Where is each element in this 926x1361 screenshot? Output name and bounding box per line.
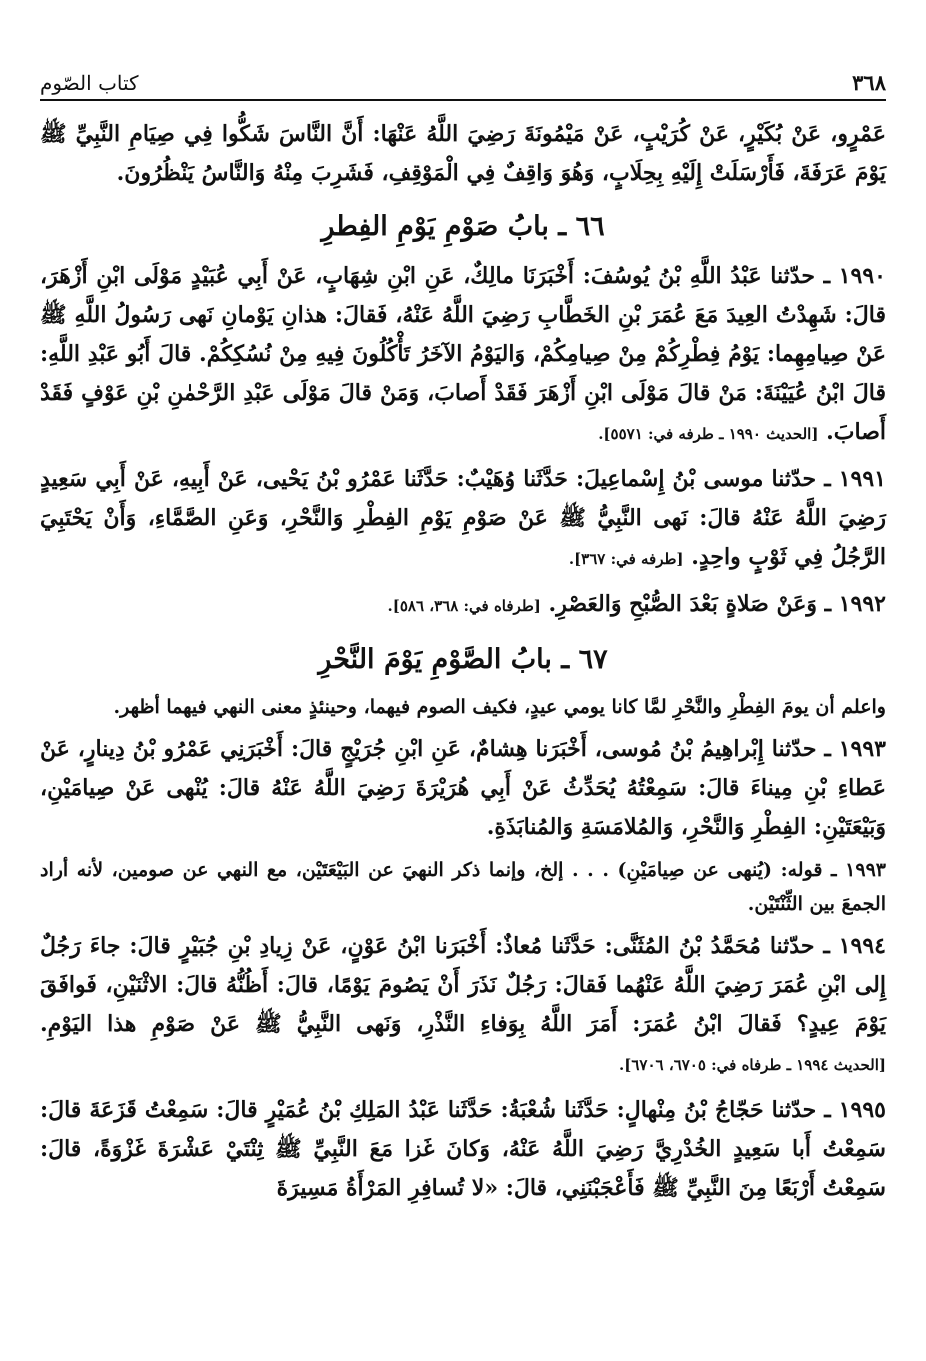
hadith-1991 (40, 460, 886, 579)
note-1993-text: ١٩٩٣ ـ قوله: (يُنهى عن صِيامَيْنِ) . . . إلخ، وإنما ذكر النهيَ عن البَيْعَتَيْن، مع النهي عن صومين، لأنه أراد الجمعَ بين الثِّنْتَيْن. (40, 859, 886, 915)
hadith-1994-text: ١٩٩٤ ـ حدّثنا مُحَمَّدُ بْنُ المُثَنَّى: حَدَّثَنا مُعاذٌ: أَخْبَرَنا ابْنُ عَوْنٍ، عَنْ زِيادِ بْنِ جُبَيْرٍ قالَ: جاءَ رَجُلٌ إِلى ابْنِ عُمَرَ رَضِيَ اللَّهُ عَنْهُما فَقالَ: رَجُلٌ نَذَرَ أَنْ يَصُومَ يَوْمًا، قالَ: أَظُنُّهُ قالَ: الاثْنَيْنِ، فَوافَقَ يَوْمَ عِيدٍ؟ فَقالَ ابْنُ عُمَرَ: أَمَرَ اللَّهُ بِوَفاءِ النَّذْرِ، وَنَهى النَّبِيُّ ﷺ عَنْ صَوْمِ هذا اليَوْمِ. (40, 933, 886, 1037)
chapter-67-commentary-text: واعلم أن يومَ الفِطْرِ والنَّحْرِ لمَّا كانا يومي عيدٍ، فكيف الصوم فيهما، وحينئذٍ معنى النهي فيهما أظهر. (113, 696, 886, 718)
hadith-1992 (40, 585, 886, 626)
chapter-66-title: ٦٦ ـ بابُ صَوْمِ يَوْمِ الفِطرِ (321, 211, 605, 242)
hadith-1992-reference: [طرفاه في: ٣٦٨، ٥٨٦]. (387, 597, 541, 615)
hadith-1990-text: ١٩٩٠ ـ حدّثنا عَبْدُ اللَّهِ بْنُ يُوسُفَ: أَخْبَرَنَا مالِكٌ، عَنِ ابْنِ شِهَابٍ، عَنْ أَبِي عُبَيْدٍ مَوْلَى ابْنِ أَزْهَرَ، قالَ: شَهِدْتُ العِيدَ مَعَ عُمَرَ بْنِ الخَطَّابِ رَضِيَ اللَّهُ عَنْهُ، فَقالَ: هذانِ يَوْمانِ نَهى رَسُولُ اللَّهِ ﷺ عَنْ صِيامِهِما: يَوْمُ فِطْرِكُمْ مِنْ صِيامِكُمْ، وَاليَوْمُ الآخَرُ تَأْكُلُونَ فِيهِ مِنْ نُسُكِكُمْ. قالَ أَبُو عَبْدِ اللَّهِ: قالَ ابْنُ عُيَيْنَةَ: مَنْ قالَ مَوْلَى ابْنِ أَزْهَرَ فَقَدْ أَصابَ، وَمَنْ قالَ مَوْلَى عَبْدِ الرَّحْمٰنِ بْنِ عَوْفٍ فَقَدْ أَصابَ. (40, 263, 886, 445)
hadith-1994-reference: [الحديث ١٩٩٤ ـ طرفاه في: ٦٧٠٥، ٦٧٠٦]. (619, 1056, 886, 1074)
hadith-1990 (40, 257, 886, 454)
intro-text: عَمْرٍو، عَنْ بُكَيْرٍ، عَنْ كُرَيْبٍ، عَنْ مَيْمُونَةَ رَضِيَ اللَّهُ عَنْهَا: أَنَّ النَّاسَ شَكُّوا فِي صِيَامِ النَّبِيِّ ﷺ يَوْمَ عَرَفَةَ، فَأَرْسَلَتْ إِلَيْهِ بِحِلَابٍ، وَهُوَ وَاقِفٌ فِي الْمَوْقِفِ، فَشَرِبَ مِنْهُ وَالنَّاسُ يَنْظُرُونَ. (40, 121, 886, 186)
hadith-1993-text: ١٩٩٣ ـ حدّثنا إِبْراهِيمُ بْنُ مُوسى، أَخْبَرَنا هِشامٌ، عَنِ ابْنِ جُرَيْجٍ قالَ: أَخْبَرَنِي عَمْرُو بْنُ دِينارٍ، عَنْ عَطاءِ بْنِ مِيناءَ قالَ: سَمِعْتُهُ يُحَدِّثُ عَنْ أَبِي هُرَيْرَةَ رَضِيَ اللَّهُ عَنْهُ قالَ: يُنْهى عَنْ صِيامَيْنِ، وَبَيْعَتَيْنِ: الفِطْرِ وَالنَّحْرِ، وَالمُلامَسَةِ وَالمُنابَذَةِ. (40, 736, 886, 840)
hadith-1995 (40, 1091, 886, 1208)
page-header (40, 55, 886, 95)
book-page (40, 55, 886, 1214)
page-number: ٣٦٨ (852, 70, 886, 95)
note-1993 (40, 853, 886, 921)
chapter-67-title: ٦٧ ـ بابُ الصَّوْمِ يَوْمَ النَّحْرِ (318, 644, 608, 675)
hadith-1993 (40, 730, 886, 847)
hadith-1991-reference: [طرفه في: ٣٦٧]. (568, 550, 684, 568)
hadith-1992-text: ١٩٩٢ ـ وَعَنْ صَلاةٍ بَعْدَ الصُّبْحِ وَالعَصْرِ. (548, 591, 886, 617)
intro-paragraph (40, 115, 886, 193)
book-title: كتاب الصّوم (40, 71, 139, 95)
hadith-1991-text: ١٩٩١ ـ حدّثنا موسى بْنُ إِسْماعِيلَ: حَدَّثَنا وُهَيْبٌ: حَدَّثَنا عَمْرُو بْنُ يَحْيى، عَنْ أَبِيهِ، عَنْ أَبِي سَعِيدٍ رَضِيَ اللَّهُ عَنْهُ قالَ: نَهى النَّبِيُّ ﷺ عَنْ صَوْمِ يَوْمِ الفِطْرِ وَالنَّحْرِ، وَعَنِ الصَّمَّاءِ، وَأَنْ يَحْتَبِيَ الرَّجُلُ فِي ثَوْبٍ واحِدٍ. (40, 466, 886, 570)
hadith-1994 (40, 927, 886, 1085)
hadith-1990-reference: [الحديث ١٩٩٠ ـ طرفه في: ٥٥٧١]. (598, 425, 819, 443)
hadith-1995-text: ١٩٩٥ ـ حدّثنا حَجّاجُ بْنُ مِنْهالٍ: حَدَّثَنا شُعْبَةُ: حَدَّثَنا عَبْدُ المَلِكِ بْنُ عُمَيْرٍ قالَ: سَمِعْتُ قَزَعَةَ قالَ: سَمِعْتُ أَبا سَعِيدٍ الخُدْرِيَّ رَضِيَ اللَّهُ عَنْهُ، وَكانَ غَزا مَعَ النَّبِيِّ ﷺ ثِنْتَيْ عَشْرَةَ غَزْوَةً، قالَ: سَمِعْتُ أَرْبَعًا مِنَ النَّبِيِّ ﷺ فَأَعْجَبْنَنِي، قالَ: «لا تُسافِرِ المَرْأَةُ مَسِيرَةَ (40, 1097, 886, 1201)
chapter-67-commentary (40, 690, 886, 724)
header-rule (40, 99, 886, 101)
